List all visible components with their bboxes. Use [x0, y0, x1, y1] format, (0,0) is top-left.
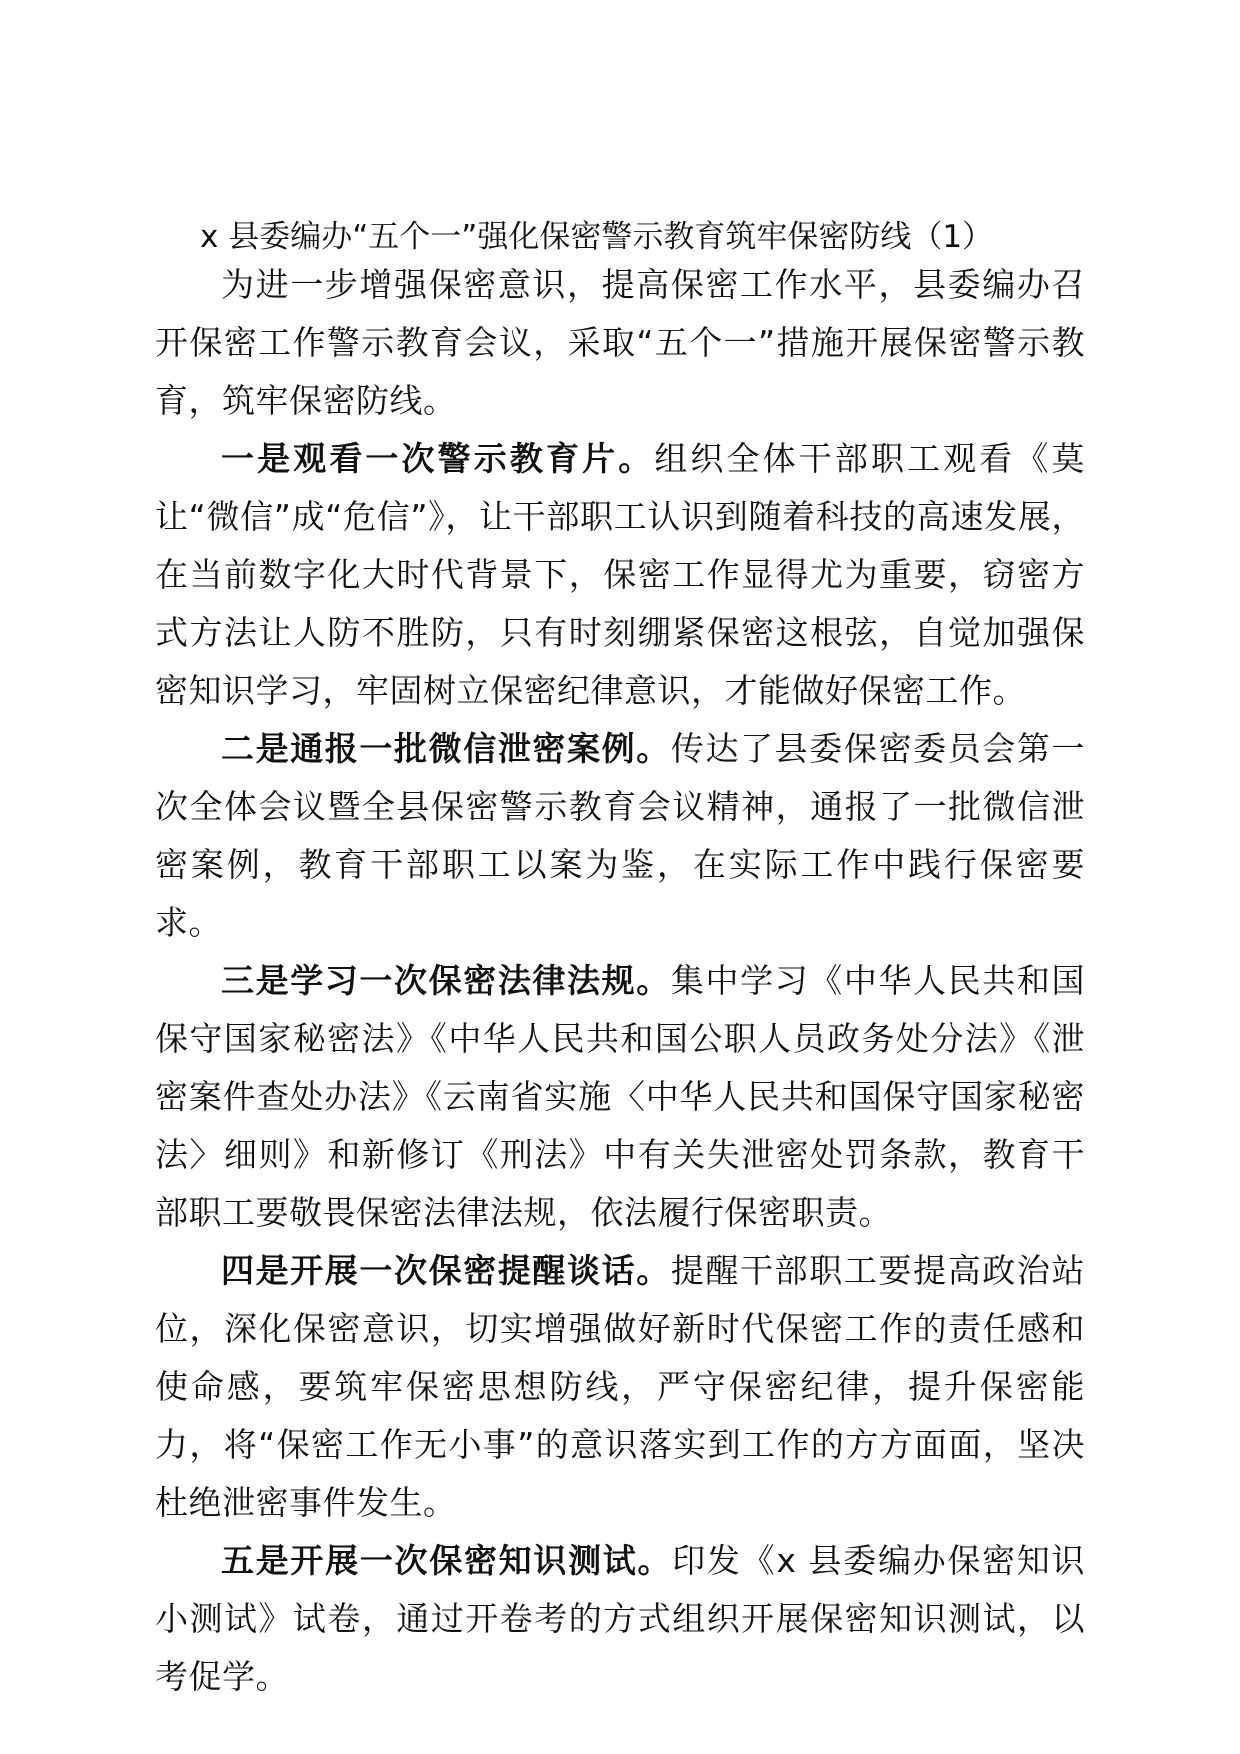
section-lead-3: 三是学习一次保密法律法规。: [221, 961, 671, 1000]
document-title: x 县委编办“五个一”强化保密警示教育筑牢保密防线（1）: [200, 219, 994, 255]
section-text-4: 提醒干部职工要提高政治站位，深化保密意识，切实增强做好新时代保密工作的责任感和使命感，要筑牢保密思想防线，严守保密纪律，提升保密能力，将“保密工作无小事”的意识落实到工作的方方面面，坚决杜绝泄密事件发生。: [155, 1251, 1086, 1522]
intro-paragraph: 为进一步增强保密意识，提高保密工作水平，县委编办召开保密工作警示教育会议，采取“五个一”措施开展保密警示教育，筑牢保密防线。: [155, 265, 1085, 420]
section-paragraph-3: [155, 952, 1085, 1242]
document-body: [155, 256, 1085, 1706]
section-lead-1: 一是观看一次警示教育片。: [221, 439, 655, 478]
section-text-5: 印发《x 县委编办保密知识小测试》试卷，通过开卷考的方式组织开展保密知识测试，以考促学。: [155, 1541, 1085, 1696]
section-paragraph-1: [155, 430, 1085, 720]
section-paragraph-4: [155, 1242, 1085, 1532]
section-paragraph-2: [155, 720, 1085, 952]
section-lead-5: 五是开展一次保密知识测试。: [221, 1541, 673, 1580]
section-text-1: 组织全体干部职工观看《莫让“微信”成“危信”》，让干部职工认识到随着科技的高速发展，在当前数字化大时代背景下，保密工作显得尤为重要，窃密方式方法让人防不胜防，只有时刻绷紧保密这根弦，自觉加强保密知识学习，牢固树立保密纪律意识，才能做好保密工作。: [155, 439, 1086, 710]
section-paragraph-5: [155, 1532, 1085, 1706]
section-text-3: 集中学习《中华人民共和国保守国家秘密法》《中华人民共和国公职人员政务处分法》《泄密案件查处办法》《云南省实施〈中华人民共和国保守国家秘密法〉细则》和新修订《刑法》中有关失泄密处罚条款，教育干部职工要敬畏保密法律法规，依法履行保密职责。: [155, 961, 1086, 1232]
section-text-2: 传达了县委保密委员会第一次全体会议暨全县保密警示教育会议精神，通报了一批微信泄密案例，教育干部职工以案为鉴，在实际工作中践行保密要求。: [155, 729, 1086, 942]
section-lead-2: 二是通报一批微信泄密案例。: [221, 729, 671, 768]
section-lead-4: 四是开展一次保密提醒谈话。: [221, 1251, 671, 1290]
